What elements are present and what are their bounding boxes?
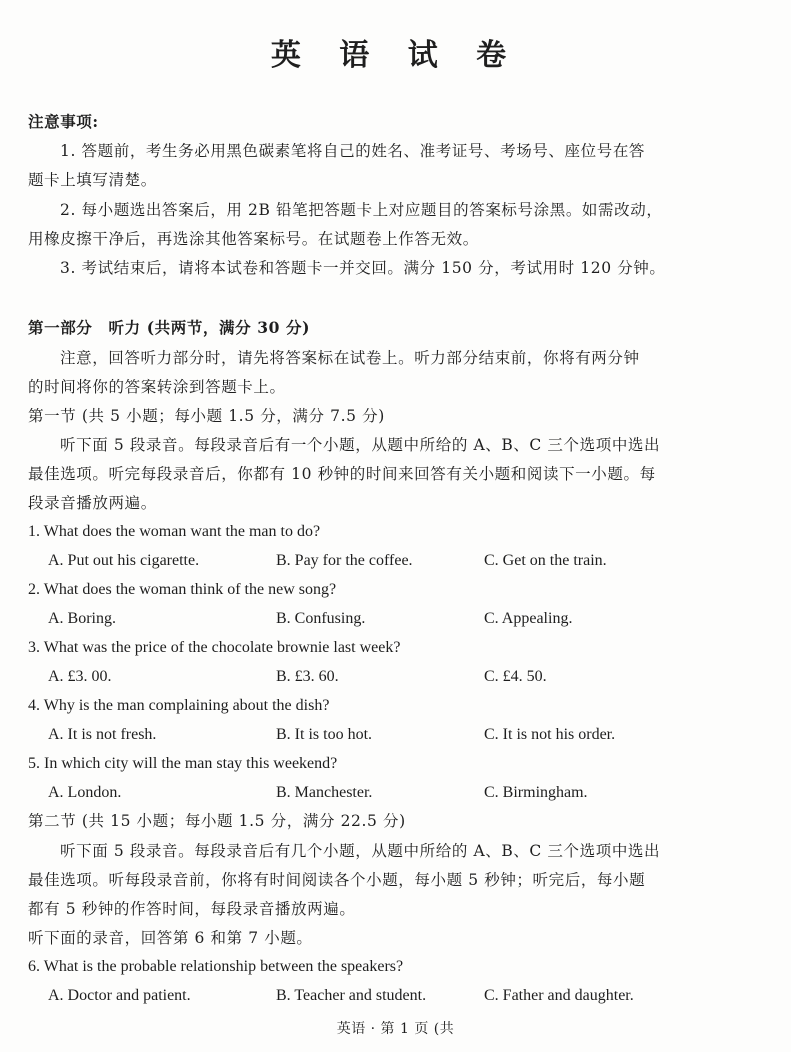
question-2-option-b: B. Confusing. xyxy=(276,610,366,627)
question-4-option-c: C. It is not his order. xyxy=(484,726,616,743)
notice-item-2-line-1: 2. 每小题选出答案后，用 2B 铅笔把答题卡上对应题目的答案标号涂黑。如需改动， xyxy=(60,201,663,219)
question-5-option-c: C. Birmingham. xyxy=(484,784,588,801)
question-1-option-c: C. Get on the train. xyxy=(484,552,607,569)
section-1-instr-line-1: 听下面 5 段录音。每段录音后有一个小题，从题中所给的 A、B、C 三个选项中选出 xyxy=(60,436,661,454)
section-2-instr-line-3: 都有 5 秒钟的作答时间，每段录音播放两遍。 xyxy=(28,900,356,918)
question-1-option-b: B. Pay for the coffee. xyxy=(276,552,413,569)
part-1-heading: 第一部分 听力 (共两节，满分 30 分) xyxy=(28,318,311,337)
section-1-instr-line-2: 最佳选项。听完每段录音后，你都有 10 秒钟的时间来回答有关小题和阅读下一小题。每 xyxy=(28,465,656,483)
page-title: 英 语 试 卷 xyxy=(270,38,521,73)
section-2-heading: 第二节 (共 15 小题；每小题 1.5 分，满分 22.5 分) xyxy=(28,812,406,830)
question-3-stem: 3. What was the price of the chocolate brownie last week? xyxy=(28,639,401,656)
page-footer: 英语 · 第 1 页 (共 xyxy=(336,1021,455,1037)
question-3-option-a: A. £3. 00. xyxy=(48,668,112,685)
question-6-stem: 6. What is the probable relationship between the speakers? xyxy=(28,958,404,975)
question-6-option-a: A. Doctor and patient. xyxy=(48,987,191,1004)
section-2-instr-line-1: 听下面 5 段录音。每段录音后有几个小题，从题中所给的 A、B、C 三个选项中选出 xyxy=(60,842,661,860)
section-2-sub-instruction: 听下面的录音，回答第 6 和第 7 小题。 xyxy=(28,929,313,947)
question-4-option-b: B. It is too hot. xyxy=(276,726,373,743)
notice-heading: 注意事项: xyxy=(28,112,99,131)
question-4-stem: 4. Why is the man complaining about the dish? xyxy=(28,697,330,714)
question-1-option-a: A. Put out his cigarette. xyxy=(48,552,200,569)
notice-item-1-line-2: 题卡上填写清楚。 xyxy=(28,171,157,189)
question-3-option-b: B. £3. 60. xyxy=(276,668,339,685)
section-1-instr-line-3: 段录音播放两遍。 xyxy=(28,494,157,512)
part-1-intro-line-1: 注意，回答听力部分时，请先将答案标在试卷上。听力部分结束前，你将有两分钟 xyxy=(60,349,640,367)
notice-item-3: 3. 考试结束后，请将本试卷和答题卡一并交回。满分 150 分，考试用时 120 分钟。 xyxy=(60,259,666,277)
question-5-option-a: A. London. xyxy=(48,784,122,801)
question-2-option-a: A. Boring. xyxy=(48,610,116,627)
part-1-intro-line-2: 的时间将你的答案转涂到答题卡上。 xyxy=(28,378,286,396)
question-3-option-c: C. £4. 50. xyxy=(484,668,547,685)
question-5-stem: 5. In which city will the man stay this weekend? xyxy=(28,755,338,772)
question-4-option-a: A. It is not fresh. xyxy=(48,726,157,743)
question-2-option-c: C. Appealing. xyxy=(484,610,573,627)
question-1-stem: 1. What does the woman want the man to do? xyxy=(28,523,321,540)
section-1-heading: 第一节 (共 5 小题；每小题 1.5 分，满分 7.5 分) xyxy=(28,407,385,425)
question-5-option-b: B. Manchester. xyxy=(276,784,373,801)
notice-item-2-line-2: 用橡皮擦干净后，再选涂其他答案标号。在试题卷上作答无效。 xyxy=(28,230,479,248)
notice-item-1-line-1: 1. 答题前，考生务必用黑色碳素笔将自己的姓名、准考证号、考场号、座位号在答 xyxy=(60,142,646,160)
section-2-instr-line-2: 最佳选项。听每段录音前，你将有时间阅读各个小题，每小题 5 秒钟；听完后，每小题 xyxy=(28,871,646,889)
question-6-option-b: B. Teacher and student. xyxy=(276,987,427,1004)
question-2-stem: 2. What does the woman think of the new song? xyxy=(28,581,337,598)
question-6-option-c: C. Father and daughter. xyxy=(484,987,634,1004)
